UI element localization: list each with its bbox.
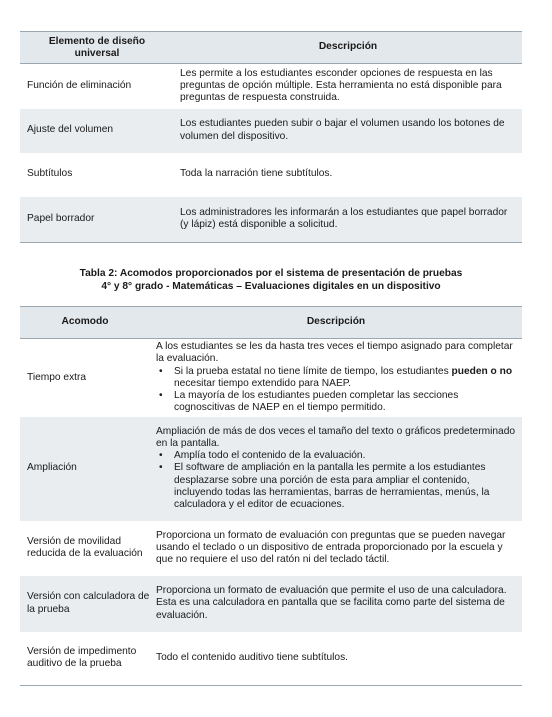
bullet-list [156, 366, 516, 415]
list-item: • Si la prueba estatal no tiene límite de tiempo, los estudiantes pueden o no necesitar tiempo extendido para NAEP. [174, 366, 516, 390]
list-item: • Amplía todo el contenido de la evaluación. [174, 450, 516, 462]
bullet-list [156, 450, 516, 511]
list-item: • El software de ampliación en la pantalla les permite a los estudiantes desplazarse sobre una porción de esta para ampliar el contenido, incluyendo todas las herramientas, barras de herramientas, menús, la calculadora y el editor de ecuaciones. [174, 462, 516, 511]
element-cell: Ampliación [20, 417, 150, 521]
element-cell: Versión de movilidad reducida de la evaluación [20, 521, 150, 576]
table-row [20, 197, 522, 243]
column-header-description: Descripción [174, 32, 522, 64]
table-header-row [20, 32, 522, 64]
description-cell: Proporciona un formato de evaluación que permite el uso de una calculadora. Esta es una calculadora en pantalla que se facilita como parte del sistema de evaluación. [150, 576, 522, 632]
description-cell [150, 339, 522, 417]
table-caption [20, 267, 522, 293]
table-row [20, 109, 522, 153]
table-row [20, 632, 522, 686]
table-row [20, 417, 522, 521]
element-cell: Tiempo extra [20, 339, 150, 417]
caption-subtitle: 4° y 8° grado - Matemáticas – Evaluaciones digitales en un dispositivo [101, 281, 441, 292]
table-row [20, 339, 522, 417]
description-intro: Ampliación de más de dos veces el tamaño del texto o gráficos predeterminado en la pantalla. [156, 425, 516, 449]
table-row [20, 521, 522, 576]
description-cell [150, 417, 522, 521]
element-cell: Función de eliminación [20, 64, 174, 109]
table-header-row [20, 307, 522, 339]
description-cell: Toda la narración tiene subtítulos. [174, 153, 522, 197]
column-header-description: Descripción [150, 307, 522, 339]
description-cell: Proporciona un formato de evaluación con preguntas que se pueden navegar usando el teclado o un dispositivo de entrada proporcionado por la escuela y que no requiere el uso del ratón ni del teclado táctil. [150, 521, 522, 576]
universal-design-table [20, 31, 522, 243]
element-cell: Versión con calculadora de la prueba [20, 576, 150, 632]
element-cell: Subtítulos [20, 153, 174, 197]
table-row [20, 576, 522, 632]
column-header-accommodation: Acomodo [20, 307, 150, 339]
description-cell: Los estudiantes pueden subir o bajar el volumen usando los botones de volumen del dispositivo. [174, 109, 522, 153]
description-cell: Les permite a los estudiantes esconder opciones de respuesta en las preguntas de opción múltiple. Esta herramienta no está disponible para preguntas de respuesta construida. [174, 64, 522, 109]
caption-title: Tabla 2: Acomodos proporcionados por el sistema de presentación de pruebas [79, 268, 463, 279]
list-item: • La mayoría de los estudiantes pueden completar las secciones cognoscitivas de NAEP en el tiempo permitido. [174, 390, 516, 414]
table-row [20, 153, 522, 197]
element-cell: Papel borrador [20, 197, 174, 243]
element-cell: Versión de impedimento auditivo de la prueba [20, 632, 150, 686]
description-cell: Los administradores les informarán a los estudiantes que papel borrador (y lápiz) está disponible a solicitud. [174, 197, 522, 243]
description-cell: Todo el contenido auditivo tiene subtítulos. [150, 632, 522, 686]
description-intro: A los estudiantes se les da hasta tres veces el tiempo asignado para completar la evaluación. [156, 341, 513, 365]
accommodations-table [20, 306, 522, 686]
element-cell: Ajuste del volumen [20, 109, 174, 153]
table-row [20, 64, 522, 109]
column-header-element: Elemento de diseño universal [20, 32, 174, 64]
